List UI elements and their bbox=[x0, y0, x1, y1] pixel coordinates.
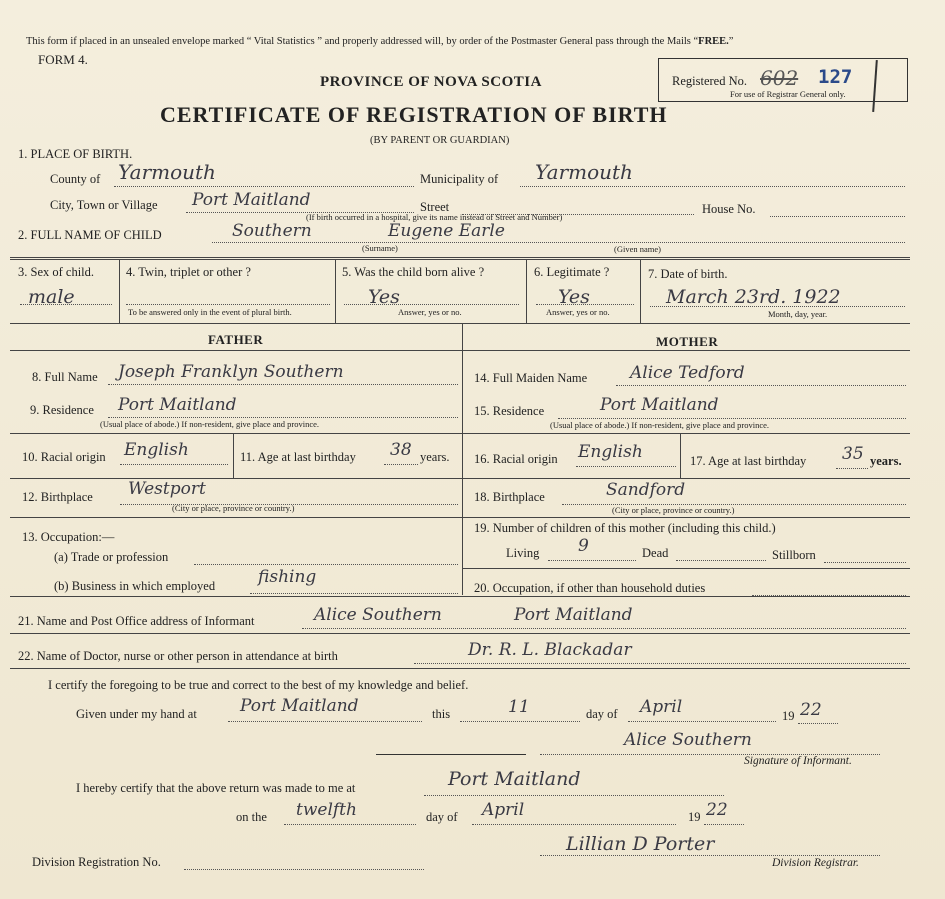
informant-address: Port Maitland bbox=[514, 605, 633, 625]
registrar-year-value: 22 bbox=[706, 800, 728, 820]
parents-divider bbox=[462, 323, 463, 595]
registrar-day-value: twelfth bbox=[296, 800, 357, 820]
row3-divider-1 bbox=[119, 259, 120, 323]
father-name-line bbox=[108, 384, 458, 385]
registrar-signature: Lillian D Porter bbox=[566, 833, 715, 855]
father-row9-rule bbox=[10, 433, 462, 434]
hospital-note: (If birth occurred in a hospital, give its name instead of Street and Number) bbox=[306, 212, 563, 222]
postal-notice-free: FREE. bbox=[698, 36, 729, 47]
father-age-unit: years. bbox=[420, 450, 450, 464]
street-label: Street bbox=[420, 200, 450, 214]
child-surname: Southern bbox=[232, 221, 312, 241]
row3-divider-3 bbox=[526, 259, 527, 323]
mother-residence-line bbox=[558, 418, 906, 419]
registrar-year-prefix: 19 bbox=[688, 810, 701, 824]
city-value: Port Maitland bbox=[192, 190, 311, 210]
born-alive-value: Yes bbox=[368, 286, 400, 308]
father-row12-rule bbox=[10, 517, 462, 518]
registered-number: 127 bbox=[818, 66, 853, 88]
postal-notice-text: This form if placed in an unsealed envelope marked “ Vital Statistics ” and properly addressed will, by order of the Postmaster General pass through the Mails “ bbox=[26, 36, 699, 47]
father-birthplace-label: 12. Birthplace bbox=[22, 490, 93, 504]
given-this-label: this bbox=[432, 707, 451, 721]
registrar-year-line bbox=[704, 824, 744, 825]
father-row10-rule bbox=[10, 478, 462, 479]
child-name-label: 2. FULL NAME OF CHILD bbox=[18, 228, 162, 242]
mother-living-label: Living bbox=[506, 546, 540, 560]
row3-bottom-rule bbox=[10, 323, 910, 324]
certify-statement: I certify the foregoing to be true and correct to the best of my knowledge and belief. bbox=[48, 678, 469, 692]
father-trade-line bbox=[194, 564, 458, 565]
registrar-signature-label: Division Registrar. bbox=[772, 857, 859, 869]
form-number: FORM 4. bbox=[38, 52, 88, 67]
born-alive-note: Answer, yes or no. bbox=[398, 307, 462, 317]
mother-stillborn-label: Stillborn bbox=[772, 548, 816, 562]
registrar-use-note: For use of Registrar General only. bbox=[730, 89, 846, 99]
mother-residence-value: Port Maitland bbox=[600, 395, 719, 415]
mother-row16-rule bbox=[462, 478, 910, 479]
born-alive-label: 5. Was the child born alive ? bbox=[342, 265, 485, 279]
given-year-line bbox=[798, 723, 838, 724]
mother-stillborn-line bbox=[824, 562, 906, 563]
mother-racial-label: 16. Racial origin bbox=[474, 452, 558, 466]
mother-name-label: 14. Full Maiden Name bbox=[474, 371, 588, 385]
mother-age-divider bbox=[680, 433, 681, 478]
place-of-birth-label: 1. PLACE OF BIRTH. bbox=[18, 147, 133, 161]
given-year-value: 22 bbox=[800, 700, 822, 720]
legitimate-value: Yes bbox=[558, 286, 590, 308]
given-day-value: 11 bbox=[508, 697, 530, 717]
given-year-prefix: 19 bbox=[782, 709, 795, 723]
given-place-value: Port Maitland bbox=[240, 696, 359, 716]
informant-line bbox=[302, 628, 906, 629]
row3-top-rule-2 bbox=[10, 259, 910, 260]
municipality-line bbox=[520, 186, 905, 187]
father-business-line bbox=[250, 593, 458, 594]
father-occupation-label: 13. Occupation:— bbox=[22, 530, 115, 544]
mother-occupation-label: 20. Occupation, if other than household duties bbox=[474, 581, 706, 595]
registrar-day-line bbox=[284, 824, 416, 825]
father-name-value: Joseph Franklyn Southern bbox=[118, 362, 344, 382]
county-line bbox=[114, 186, 414, 187]
born-alive-line bbox=[344, 304, 519, 305]
municipality-label: Municipality of bbox=[420, 172, 499, 186]
legitimate-note: Answer, yes or no. bbox=[546, 307, 610, 317]
mother-age-unit: years. bbox=[870, 454, 902, 468]
doctor-label: 22. Name of Doctor, nurse or other person in attendance at birth bbox=[18, 649, 338, 663]
informant-label: 21. Name and Post Office address of Informant bbox=[18, 614, 255, 628]
row3-divider-4 bbox=[640, 259, 641, 323]
twin-line bbox=[126, 304, 330, 305]
mother-row19-rule bbox=[462, 568, 910, 569]
registrar-place-value: Port Maitland bbox=[448, 768, 581, 790]
given-month-value: April bbox=[640, 697, 683, 717]
father-residence-value: Port Maitland bbox=[118, 395, 237, 415]
mother-dead-label: Dead bbox=[642, 546, 669, 560]
date-of-birth-note: Month, day, year. bbox=[768, 309, 828, 319]
given-day-of-label: day of bbox=[586, 707, 618, 721]
mother-row15-rule bbox=[462, 433, 910, 434]
municipality-value: Yarmouth bbox=[535, 160, 633, 184]
city-label: City, Town or Village bbox=[50, 198, 158, 212]
row3-divider-2 bbox=[335, 259, 336, 323]
informant-name: Alice Southern bbox=[314, 605, 442, 625]
mother-age-line bbox=[836, 468, 868, 469]
legitimate-line bbox=[536, 304, 634, 305]
county-value: Yarmouth bbox=[118, 160, 216, 184]
father-residence-line bbox=[108, 417, 458, 418]
father-trade-label: (a) Trade or profession bbox=[54, 550, 169, 564]
father-racial-line bbox=[120, 464, 228, 465]
mother-row18-rule bbox=[462, 517, 910, 518]
mother-birthplace-note: (City or place, province or country.) bbox=[612, 505, 735, 515]
father-heading: FATHER bbox=[208, 332, 264, 347]
house-number-label: House No. bbox=[702, 202, 756, 216]
father-business-value: fishing bbox=[258, 567, 317, 587]
informant-signature-label: Signature of Informant. bbox=[744, 755, 852, 767]
mother-dead-line bbox=[676, 560, 766, 561]
father-racial-value: English bbox=[124, 440, 189, 460]
row3-top-rule bbox=[10, 257, 910, 258]
surname-note: (Surname) bbox=[362, 243, 398, 253]
father-residence-note: (Usual place of abode.) If non-resident, give place and province. bbox=[100, 419, 320, 429]
date-of-birth-label: 7. Date of birth. bbox=[648, 267, 728, 281]
mother-living-line bbox=[548, 560, 636, 561]
parents-bottom-rule bbox=[10, 596, 910, 597]
mother-children-label: 19. Number of children of this mother (including this child.) bbox=[474, 521, 776, 535]
registrar-month-line bbox=[472, 824, 676, 825]
legitimate-label: 6. Legitimate ? bbox=[534, 265, 610, 279]
mother-heading: MOTHER bbox=[656, 334, 719, 349]
registered-number-struck: 602 bbox=[760, 66, 799, 90]
mother-birthplace-value: Sandford bbox=[606, 480, 686, 500]
registered-label: Registered No. bbox=[672, 74, 747, 88]
father-residence-label: 9. Residence bbox=[30, 403, 94, 417]
province-title: PROVINCE OF NOVA SCOTIA bbox=[320, 74, 542, 90]
father-racial-label: 10. Racial origin bbox=[22, 450, 106, 464]
sex-label: 3. Sex of child. bbox=[18, 265, 95, 279]
child-given-name: Eugene Earle bbox=[388, 221, 505, 241]
registrar-month-value: April bbox=[482, 800, 525, 820]
registrar-place-line bbox=[424, 795, 724, 796]
father-age-line bbox=[384, 464, 418, 465]
mother-name-line bbox=[616, 385, 906, 386]
given-month-line bbox=[628, 721, 776, 722]
twin-label: 4. Twin, triplet or other ? bbox=[126, 265, 251, 279]
twin-note: To be answered only in the event of plural birth. bbox=[128, 307, 292, 317]
registrar-signature-line bbox=[540, 855, 880, 856]
division-registration-label: Division Registration No. bbox=[32, 855, 161, 869]
father-age-value: 38 bbox=[390, 440, 412, 460]
informant-signature: Alice Southern bbox=[624, 730, 752, 750]
mother-living-value: 9 bbox=[578, 536, 589, 556]
registrar-day-of-label: day of bbox=[426, 810, 458, 824]
given-under-label: Given under my hand at bbox=[76, 707, 197, 721]
mother-birthplace-label: 18. Birthplace bbox=[474, 490, 545, 504]
house-number-line bbox=[770, 216, 905, 217]
doctor-line bbox=[414, 663, 906, 664]
registrar-statement: I hereby certify that the above return was made to me at bbox=[76, 781, 356, 795]
father-age-label: 11. Age at last birthday bbox=[240, 450, 356, 464]
mother-racial-value: English bbox=[578, 442, 643, 462]
date-of-birth-line bbox=[650, 306, 905, 307]
informant-rule bbox=[10, 633, 910, 634]
sex-line bbox=[20, 304, 112, 305]
doctor-name: Dr. R. L. Blackadar bbox=[468, 640, 632, 660]
separator-rule bbox=[376, 754, 526, 755]
registrar-on-the-label: on the bbox=[236, 810, 267, 824]
father-name-label: 8. Full Name bbox=[32, 370, 98, 384]
child-name-line bbox=[212, 242, 905, 243]
father-birthplace-note: (City or place, province or country.) bbox=[172, 503, 295, 513]
given-name-note: (Given name) bbox=[614, 244, 661, 254]
division-registration-line bbox=[184, 869, 424, 870]
mother-residence-note: (Usual place of abode.) If non-resident, give place and province. bbox=[550, 420, 770, 430]
given-place-line bbox=[228, 721, 422, 722]
certificate-title: CERTIFICATE OF REGISTRATION OF BIRTH bbox=[160, 102, 668, 127]
mother-racial-line bbox=[576, 466, 676, 467]
parents-heading-rule bbox=[10, 350, 910, 351]
postal-notice-close: ” bbox=[728, 36, 734, 47]
father-birthplace-value: Westport bbox=[128, 479, 206, 499]
given-day-line bbox=[460, 721, 580, 722]
doctor-rule bbox=[10, 668, 910, 669]
mother-age-value: 35 bbox=[842, 444, 864, 464]
certificate-subtitle: (BY PARENT OR GUARDIAN) bbox=[370, 135, 510, 146]
date-of-birth-value: March 23rd. 1922 bbox=[666, 286, 841, 308]
county-label: County of bbox=[50, 172, 101, 186]
postal-notice bbox=[26, 36, 733, 47]
mother-age-label: 17. Age at last birthday bbox=[690, 454, 807, 468]
father-age-divider bbox=[233, 433, 234, 478]
sex-value: male bbox=[28, 286, 75, 308]
mother-name-value: Alice Tedford bbox=[630, 363, 745, 383]
father-business-label: (b) Business in which employed bbox=[54, 579, 216, 593]
mother-residence-label: 15. Residence bbox=[474, 404, 545, 418]
